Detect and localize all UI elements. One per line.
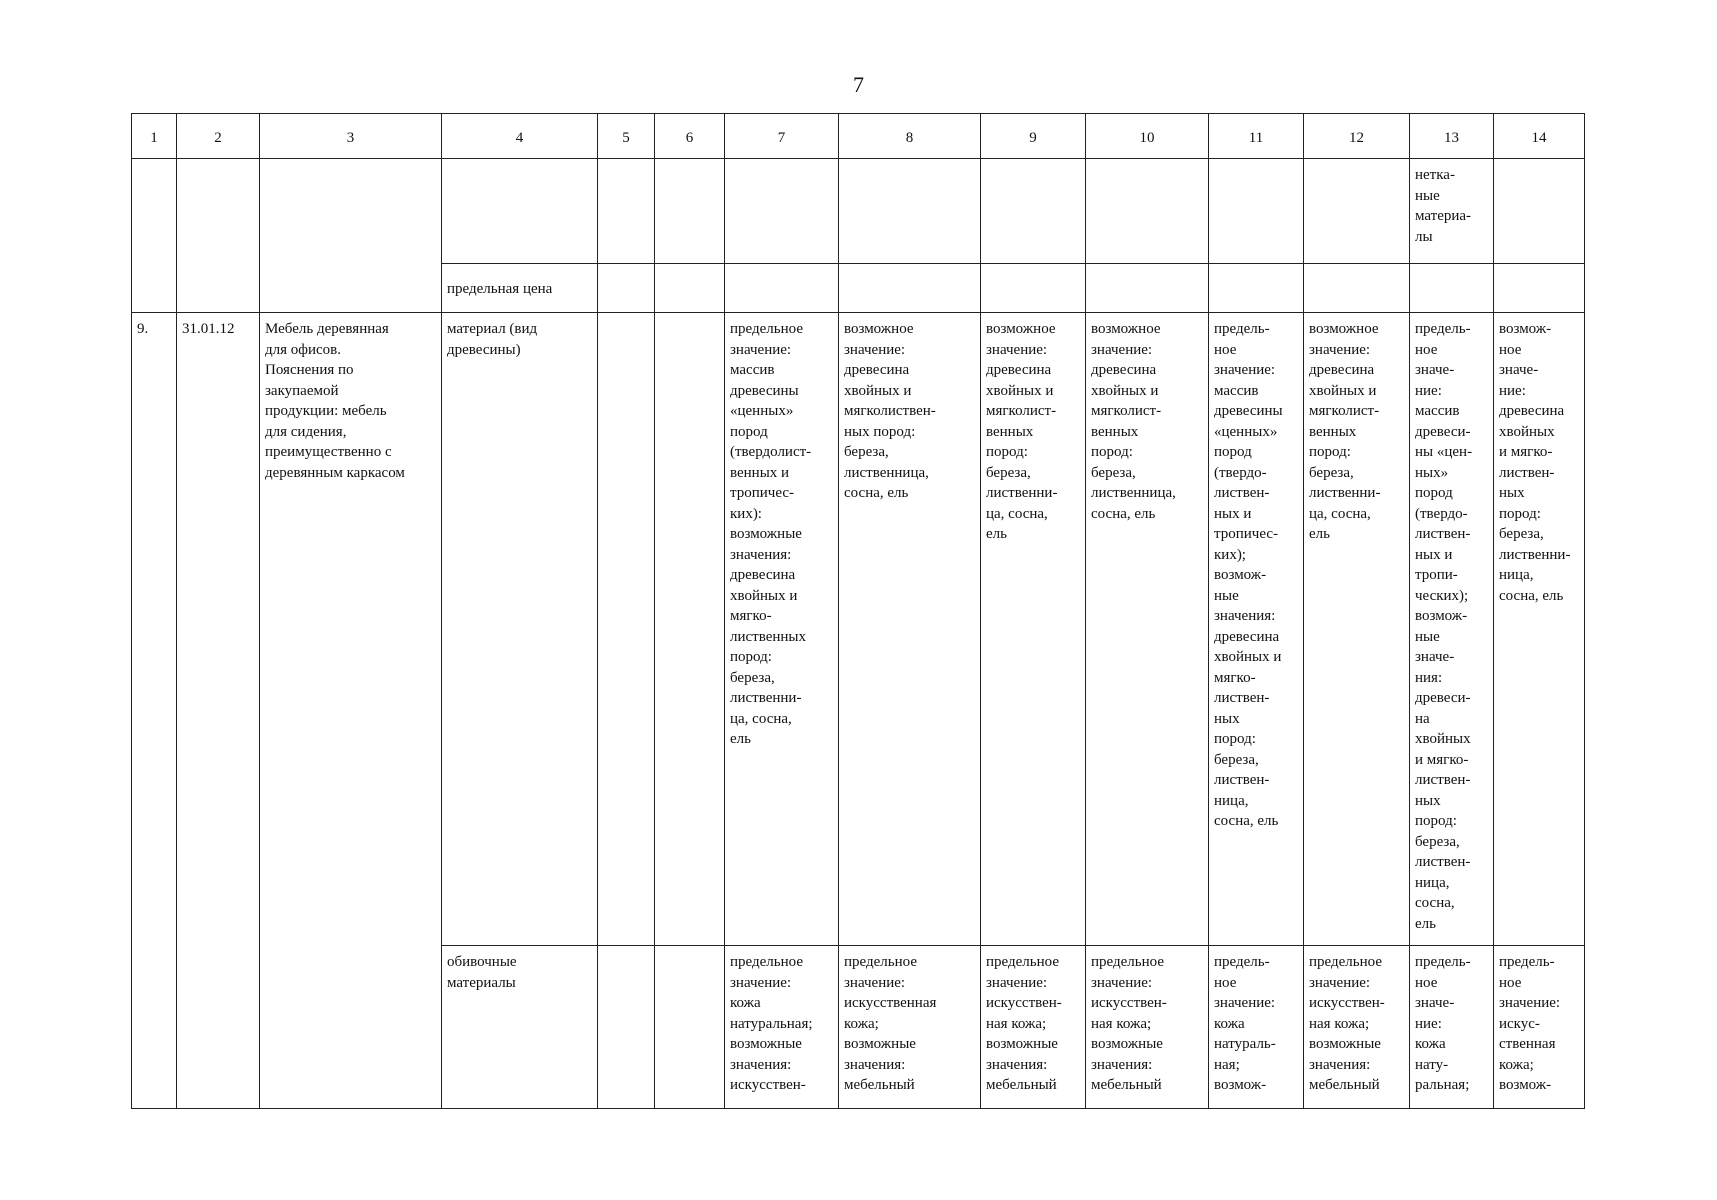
empty-cell [839, 264, 981, 313]
empty-cell [1304, 159, 1410, 264]
item-number [132, 313, 177, 1109]
cell-text: предель- ное значение: массив древесины «ценных» пород (твердо- листвен- ных и тропичес- ких); возмож- ные значения: древесина хвойных и мягко- листвен- ных пород: береза, листвен- ница, сосна, ель [1214, 321, 1283, 829]
header-cell: 14 [1494, 114, 1585, 159]
empty-cell [655, 159, 725, 264]
cell-text: Мебель деревянная для офисов. Пояснения по закупаемой продукции: мебель для сидения, преимущественно с деревянным каркасом [265, 321, 405, 481]
price-label [442, 264, 598, 313]
cell-text: предельная цена [447, 280, 553, 297]
empty-cell [655, 264, 725, 313]
header-row [132, 114, 1585, 159]
characteristic-wood [442, 313, 598, 946]
cell-text: предель- ное значение: искус- ственная кожа; возмож- [1499, 954, 1561, 1093]
header-cell: 6 [655, 114, 725, 159]
empty-cell [442, 159, 598, 264]
header-cell: 2 [177, 114, 260, 159]
continuation-row [132, 159, 1585, 264]
empty-cell [598, 313, 655, 946]
cell-text: 31.01.12 [182, 321, 235, 337]
page-number: 7 [853, 72, 864, 97]
cell-text: нетка- ные материа- лы [1415, 167, 1472, 245]
upholstery-col7 [725, 946, 839, 1109]
empty-cell [1209, 159, 1304, 264]
upholstery-col9 [981, 946, 1086, 1109]
cell-text: предельное значение: искусственная кожа; возможные значения: мебельный [844, 954, 937, 1093]
cell-text: предель- ное значе- ние: массив древеси- ны «цен- ных» пород (твердо- листвен- ных и тропи- ческих); возмож- ные значе- ния: древеси- на хвойных и мягко- листвен- ных пород: береза, листвен- ница, сосна, ель [1415, 321, 1473, 932]
empty-cell [132, 159, 177, 313]
header-cell: 11 [1209, 114, 1304, 159]
wood-col10 [1086, 313, 1209, 946]
empty-cell [598, 946, 655, 1109]
wood-col13 [1410, 313, 1494, 946]
cell-text: предельное значение: кожа натуральная; возможные значения: искусствен- [730, 954, 813, 1093]
upholstery-col12 [1304, 946, 1410, 1109]
wood-col11 [1209, 313, 1304, 946]
empty-cell [598, 159, 655, 264]
empty-cell [981, 264, 1086, 313]
empty-cell [1494, 159, 1585, 264]
item-code [177, 313, 260, 1109]
upholstery-col8 [839, 946, 981, 1109]
header-cell: 1 [132, 114, 177, 159]
empty-cell [725, 264, 839, 313]
cell-text: предель- ное значение: кожа натураль- ная; возмож- [1214, 954, 1276, 1093]
cell-text: предельное значение: искусствен- ная кожа; возможные значения: мебельный [1309, 954, 1385, 1093]
wood-col8 [839, 313, 981, 946]
empty-cell [260, 159, 442, 313]
empty-cell [981, 159, 1086, 264]
characteristic-upholstery [442, 946, 598, 1109]
empty-cell [655, 313, 725, 946]
upholstery-col10 [1086, 946, 1209, 1109]
cell-text: материал (вид древесины) [447, 321, 538, 358]
empty-cell [839, 159, 981, 264]
wood-col9 [981, 313, 1086, 946]
empty-cell [598, 264, 655, 313]
wood-col14 [1494, 313, 1585, 946]
page-bottom-margin [0, 1118, 1717, 1200]
cell-text: предельное значение: искусствен- ная кожа; возможные значения: мебельный [986, 954, 1062, 1093]
item-9-wood-row [132, 313, 1585, 946]
cell-text: 9. [137, 321, 149, 337]
cell-text: возможное значение: древесина хвойных и мягколист- венных пород: береза, лиственни- ца, сосна, ель [1309, 321, 1381, 542]
header-cell: 8 [839, 114, 981, 159]
header-cell: 9 [981, 114, 1086, 159]
cell-text: возможное значение: древесина хвойных и мягколиствен- ных пород: береза, лиственница, сосна, ель [844, 321, 936, 501]
empty-cell [1086, 159, 1209, 264]
cell-text: обивочные материалы [447, 954, 517, 991]
continuation-col13 [1410, 159, 1494, 264]
upholstery-col11 [1209, 946, 1304, 1109]
header-cell: 5 [598, 114, 655, 159]
empty-cell [725, 159, 839, 264]
wood-col7 [725, 313, 839, 946]
cell-text: предельное значение: искусствен- ная кожа; возможные значения: мебельный [1091, 954, 1167, 1093]
header-cell: 12 [1304, 114, 1410, 159]
header-cell: 13 [1410, 114, 1494, 159]
empty-cell [1410, 264, 1494, 313]
cell-text: предельное значение: массив древесины «ценных» пород (твердолист- венных и тропичес- ких): возможные значения: древесина хвойных и мягко- лиственных пород: береза, лиственни- ца, сосна, ель [730, 321, 812, 747]
header-cell: 4 [442, 114, 598, 159]
header-cell: 7 [725, 114, 839, 159]
wood-col12 [1304, 313, 1410, 946]
empty-cell [655, 946, 725, 1109]
empty-cell [1209, 264, 1304, 313]
upholstery-col14 [1494, 946, 1585, 1109]
upholstery-col13 [1410, 946, 1494, 1109]
header-cell: 3 [260, 114, 442, 159]
empty-cell [1086, 264, 1209, 313]
empty-cell [177, 159, 260, 313]
characteristics-table [131, 113, 1585, 1109]
cell-text: возможное значение: древесина хвойных и мягколист- венных пород: береза, лиственница, сосна, ель [1091, 321, 1176, 522]
cell-text: возможное значение: древесина хвойных и мягколист- венных пород: береза, лиственни- ца, сосна, ель [986, 321, 1058, 542]
empty-cell [1494, 264, 1585, 313]
item-description [260, 313, 442, 1109]
header-cell: 10 [1086, 114, 1209, 159]
empty-cell [1304, 264, 1410, 313]
cell-text: предель- ное значе- ние: кожа нату- ральная; [1415, 954, 1471, 1093]
cell-text: возмож- ное значе- ние: древесина хвойных и мягко- листвен- ных пород: березa, лиственни- ница, сосна, ель [1499, 321, 1571, 604]
